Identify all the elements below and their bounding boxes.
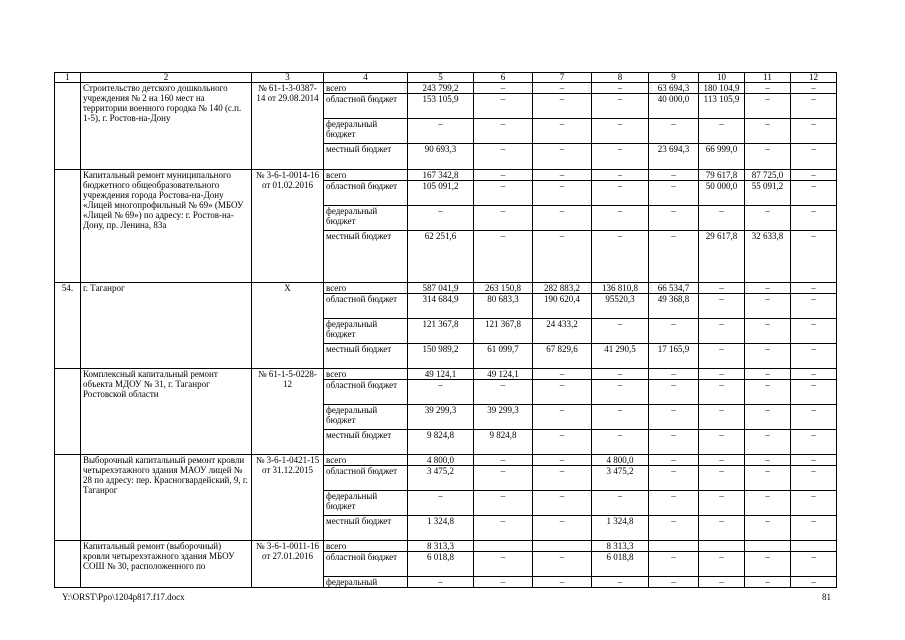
amount-cell: 40 000,0 — [649, 94, 699, 119]
amount-cell: – — [592, 94, 649, 119]
amount-cell: – — [649, 430, 699, 455]
amount-cell: – — [791, 206, 837, 231]
amount-cell: – — [745, 344, 791, 369]
amount-cell: – — [699, 319, 745, 344]
funding-source: федеральный бюджет — [324, 405, 408, 430]
amount-cell: – — [699, 344, 745, 369]
amount-cell: 1 324,8 — [408, 516, 474, 541]
amount-cell — [791, 541, 837, 552]
col-header: 5 — [408, 73, 474, 83]
amount-cell: 6 018,8 — [408, 552, 474, 577]
amount-cell: – — [699, 455, 745, 466]
funding-source: областной бюджет — [324, 181, 408, 206]
item-number — [55, 369, 81, 455]
table-row — [55, 83, 837, 94]
amount-cell: – — [745, 552, 791, 577]
amount-cell: – — [791, 405, 837, 430]
col-header: 12 — [791, 73, 837, 83]
amount-cell: – — [592, 491, 649, 516]
item-number — [55, 83, 81, 170]
amount-cell: 167 342,8 — [408, 170, 474, 181]
amount-cell: – — [592, 83, 649, 94]
amount-cell: – — [699, 430, 745, 455]
amount-cell: – — [649, 170, 699, 181]
amount-cell: – — [474, 170, 533, 181]
amount-cell: – — [533, 430, 592, 455]
amount-cell: – — [533, 94, 592, 119]
amount-cell: – — [592, 144, 649, 170]
funding-source: местный бюджет — [324, 516, 408, 541]
object-name: Выборочный капитальный ремонт кровли четырехэтажного здания МАОУ лицей № 28 по адресу: пер. Красногвардейский, 9, г. Таганрог — [81, 455, 252, 541]
amount-cell: – — [474, 491, 533, 516]
funding-source: федеральный бюджет — [324, 206, 408, 231]
amount-cell: – — [533, 577, 592, 588]
amount-cell: – — [791, 283, 837, 294]
expertise-number: № 3-6-1-0014-16 от 01.02.2016 — [252, 170, 324, 283]
amount-cell: 190 620,4 — [533, 294, 592, 319]
amount-cell: – — [474, 552, 533, 577]
amount-cell: – — [699, 380, 745, 405]
amount-cell: – — [533, 405, 592, 430]
amount-cell: – — [408, 119, 474, 144]
amount-cell: 314 684,9 — [408, 294, 474, 319]
funding-source: всего — [324, 369, 408, 380]
amount-cell: – — [474, 206, 533, 231]
amount-cell: – — [791, 516, 837, 541]
amount-cell: 29 617,8 — [699, 231, 745, 283]
amount-cell: – — [791, 231, 837, 283]
amount-cell: – — [699, 206, 745, 231]
amount-cell: – — [745, 119, 791, 144]
amount-cell: – — [791, 94, 837, 119]
funding-source: всего — [324, 455, 408, 466]
col-header: 6 — [474, 73, 533, 83]
amount-cell: – — [649, 466, 699, 491]
amount-cell: – — [791, 83, 837, 94]
amount-cell: 121 367,8 — [474, 319, 533, 344]
amount-cell: – — [649, 206, 699, 231]
item-number — [55, 541, 81, 588]
amount-cell: – — [592, 405, 649, 430]
amount-cell: – — [533, 369, 592, 380]
funding-source: федеральный бюджет — [324, 319, 408, 344]
funding-source: всего — [324, 541, 408, 552]
funding-source: федеральный бюджет — [324, 119, 408, 144]
amount-cell: – — [474, 83, 533, 94]
table-row — [55, 283, 837, 294]
amount-cell: – — [474, 577, 533, 588]
amount-cell: 153 105,9 — [408, 94, 474, 119]
amount-cell: – — [474, 455, 533, 466]
amount-cell: – — [592, 319, 649, 344]
amount-cell: – — [592, 206, 649, 231]
amount-cell — [474, 541, 533, 552]
amount-cell: – — [791, 119, 837, 144]
funding-source: областной бюджет — [324, 552, 408, 577]
amount-cell: – — [533, 455, 592, 466]
table-row — [55, 455, 837, 466]
amount-cell: – — [592, 170, 649, 181]
amount-cell: 62 251,6 — [408, 231, 474, 283]
amount-cell: 63 694,3 — [649, 83, 699, 94]
amount-cell: – — [649, 405, 699, 430]
amount-cell: – — [592, 577, 649, 588]
amount-cell: – — [791, 466, 837, 491]
amount-cell: 80 683,3 — [474, 294, 533, 319]
amount-cell: – — [745, 516, 791, 541]
amount-cell: – — [649, 455, 699, 466]
amount-cell: 61 099,7 — [474, 344, 533, 369]
amount-cell: – — [699, 491, 745, 516]
amount-cell: – — [592, 430, 649, 455]
amount-cell: – — [699, 405, 745, 430]
amount-cell: – — [745, 144, 791, 170]
expertise-number: № 61-1-5-0228-12 — [252, 369, 324, 455]
item-number — [55, 170, 81, 283]
amount-cell: – — [408, 577, 474, 588]
amount-cell: – — [474, 231, 533, 283]
amount-cell: – — [649, 231, 699, 283]
amount-cell: – — [699, 466, 745, 491]
funding-source: местный бюджет — [324, 231, 408, 283]
amount-cell: – — [745, 94, 791, 119]
amount-cell: 6 018,8 — [592, 552, 649, 577]
amount-cell: – — [699, 294, 745, 319]
amount-cell: – — [533, 181, 592, 206]
amount-cell: – — [533, 83, 592, 94]
col-header: 3 — [252, 73, 324, 83]
amount-cell: – — [745, 369, 791, 380]
amount-cell: 121 367,8 — [408, 319, 474, 344]
amount-cell: – — [699, 577, 745, 588]
col-header: 7 — [533, 73, 592, 83]
amount-cell: 39 299,3 — [474, 405, 533, 430]
amount-cell: 9 824,8 — [474, 430, 533, 455]
amount-cell: 587 041,9 — [408, 283, 474, 294]
funding-source: областной бюджет — [324, 94, 408, 119]
amount-cell: – — [649, 319, 699, 344]
amount-cell: – — [592, 181, 649, 206]
amount-cell: 263 150,8 — [474, 283, 533, 294]
amount-cell: – — [592, 119, 649, 144]
amount-cell: – — [474, 516, 533, 541]
amount-cell: 49 124,1 — [408, 369, 474, 380]
funding-source: местный бюджет — [324, 144, 408, 170]
amount-cell: – — [745, 405, 791, 430]
amount-cell: 3 475,2 — [592, 466, 649, 491]
amount-cell: – — [649, 516, 699, 541]
object-name: Капитальный ремонт муниципального бюджетного общеобразовательного учреждения города Ростова-на-Дону «Лицей многопрофильный № 69» (МБОУ «Лицей № 69») по адресу: г. Ростов-на-Дону, пр. Ленина, 83а — [81, 170, 252, 283]
amount-cell: 24 433,2 — [533, 319, 592, 344]
amount-cell: – — [533, 206, 592, 231]
amount-cell: 67 829,6 — [533, 344, 592, 369]
amount-cell: – — [408, 380, 474, 405]
col-header: 4 — [324, 73, 408, 83]
object-name: г. Таганрог — [81, 283, 252, 369]
amount-cell: – — [745, 294, 791, 319]
amount-cell: – — [533, 144, 592, 170]
amount-cell: – — [408, 206, 474, 231]
amount-cell: – — [745, 455, 791, 466]
amount-cell: 136 810,8 — [592, 283, 649, 294]
amount-cell: 23 694,3 — [649, 144, 699, 170]
amount-cell: 282 883,2 — [533, 283, 592, 294]
amount-cell: 39 299,3 — [408, 405, 474, 430]
amount-cell: – — [533, 231, 592, 283]
amount-cell: – — [791, 455, 837, 466]
amount-cell: – — [474, 181, 533, 206]
page-number: 81 — [822, 592, 831, 602]
funding-source: всего — [324, 83, 408, 94]
amount-cell: – — [745, 206, 791, 231]
amount-cell: – — [649, 380, 699, 405]
amount-cell: – — [533, 119, 592, 144]
amount-cell: – — [791, 430, 837, 455]
amount-cell: – — [791, 577, 837, 588]
col-header: 9 — [649, 73, 699, 83]
amount-cell: – — [745, 491, 791, 516]
amount-cell: – — [474, 380, 533, 405]
amount-cell: 8 313,3 — [408, 541, 474, 552]
amount-cell: 3 475,2 — [408, 466, 474, 491]
amount-cell: – — [791, 319, 837, 344]
amount-cell: – — [649, 369, 699, 380]
expertise-number: № 3-6-1-0421-15 от 31.12.2015 — [252, 455, 324, 541]
expertise-number: № 61-1-3-0387-14 от 29.08.2014 — [252, 83, 324, 170]
amount-cell: – — [791, 170, 837, 181]
amount-cell: – — [699, 283, 745, 294]
amount-cell: – — [791, 491, 837, 516]
funding-source: федеральный бюджет — [324, 491, 408, 516]
table-row — [55, 170, 837, 181]
amount-cell: 17 165,9 — [649, 344, 699, 369]
amount-cell: – — [649, 552, 699, 577]
amount-cell: 180 104,9 — [699, 83, 745, 94]
amount-cell: 66 534,7 — [649, 283, 699, 294]
amount-cell: – — [474, 119, 533, 144]
col-header: 2 — [81, 73, 252, 83]
amount-cell: 49 124,1 — [474, 369, 533, 380]
budget-table — [54, 72, 837, 588]
amount-cell: – — [745, 283, 791, 294]
amount-cell: 32 633,8 — [745, 231, 791, 283]
object-name: Строительство детского дошкольного учреждения № 2 на 160 мест на территории военного городка № 140 (с.п. 1-5), г. Ростов-на-Дону — [81, 83, 252, 170]
amount-cell: – — [699, 552, 745, 577]
amount-cell: – — [592, 231, 649, 283]
amount-cell: – — [791, 552, 837, 577]
amount-cell: – — [699, 119, 745, 144]
funding-source: всего — [324, 170, 408, 181]
funding-source: федеральный — [324, 577, 408, 588]
object-name: Капитальный ремонт (выборочный) кровли четырехэтажного здания МБОУ СОШ № 30, расположенного по — [81, 541, 252, 588]
amount-cell: – — [649, 577, 699, 588]
file-path: Y:\ORST\Ppo\1204p817.f17.docx — [62, 592, 185, 602]
col-header: 1 — [55, 73, 81, 83]
amount-cell: – — [699, 516, 745, 541]
amount-cell: – — [533, 380, 592, 405]
expertise-number: Х — [252, 283, 324, 369]
amount-cell: – — [533, 552, 592, 577]
object-name: Комплексный капитальный ремонт объекта МДОУ № 31, г. Таганрог Ростовской области — [81, 369, 252, 455]
amount-cell — [533, 541, 592, 552]
amount-cell: 87 725,0 — [745, 170, 791, 181]
funding-source: областной бюджет — [324, 466, 408, 491]
amount-cell: 90 693,3 — [408, 144, 474, 170]
funding-source: всего — [324, 283, 408, 294]
amount-cell — [745, 541, 791, 552]
amount-cell: – — [745, 466, 791, 491]
amount-cell: – — [791, 344, 837, 369]
amount-cell: – — [592, 380, 649, 405]
funding-source: областной бюджет — [324, 380, 408, 405]
amount-cell: – — [699, 369, 745, 380]
amount-cell: – — [474, 144, 533, 170]
table-row — [55, 541, 837, 552]
amount-cell: 243 799,2 — [408, 83, 474, 94]
amount-cell: – — [474, 94, 533, 119]
amount-cell: – — [745, 577, 791, 588]
amount-cell: – — [745, 83, 791, 94]
amount-cell: 150 989,2 — [408, 344, 474, 369]
amount-cell: 55 091,2 — [745, 181, 791, 206]
amount-cell: – — [791, 369, 837, 380]
amount-cell: – — [533, 466, 592, 491]
item-number — [55, 455, 81, 541]
table-row — [55, 369, 837, 380]
column-number-row — [55, 73, 837, 83]
col-header: 11 — [745, 73, 791, 83]
amount-cell — [649, 541, 699, 552]
amount-cell: 8 313,3 — [592, 541, 649, 552]
amount-cell: 4 800,0 — [408, 455, 474, 466]
amount-cell: 50 000,0 — [699, 181, 745, 206]
funding-source: областной бюджет — [324, 294, 408, 319]
col-header: 10 — [699, 73, 745, 83]
amount-cell: 1 324,8 — [592, 516, 649, 541]
amount-cell: – — [474, 466, 533, 491]
amount-cell: – — [533, 491, 592, 516]
amount-cell: 105 091,2 — [408, 181, 474, 206]
amount-cell: – — [745, 319, 791, 344]
col-header: 8 — [592, 73, 649, 83]
amount-cell: 113 105,9 — [699, 94, 745, 119]
amount-cell: – — [791, 294, 837, 319]
amount-cell: – — [649, 119, 699, 144]
amount-cell: 95520,3 — [592, 294, 649, 319]
amount-cell: – — [649, 491, 699, 516]
amount-cell: – — [649, 181, 699, 206]
amount-cell: – — [791, 380, 837, 405]
expertise-number: № 3-6-1-0011-16 от 27.01.2016 — [252, 541, 324, 588]
funding-source: местный бюджет — [324, 430, 408, 455]
item-number: 54. — [55, 283, 81, 369]
amount-cell: – — [533, 516, 592, 541]
funding-source: местный бюджет — [324, 344, 408, 369]
amount-cell: 41 290,5 — [592, 344, 649, 369]
amount-cell: 9 824,8 — [408, 430, 474, 455]
amount-cell: 79 617,8 — [699, 170, 745, 181]
amount-cell: 4 800,0 — [592, 455, 649, 466]
amount-cell: 49 368,8 — [649, 294, 699, 319]
amount-cell: – — [791, 181, 837, 206]
amount-cell: – — [408, 491, 474, 516]
amount-cell: – — [592, 369, 649, 380]
amount-cell: – — [745, 430, 791, 455]
amount-cell: 66 999,0 — [699, 144, 745, 170]
amount-cell — [699, 541, 745, 552]
amount-cell: – — [791, 144, 837, 170]
amount-cell: – — [745, 380, 791, 405]
amount-cell: – — [533, 170, 592, 181]
